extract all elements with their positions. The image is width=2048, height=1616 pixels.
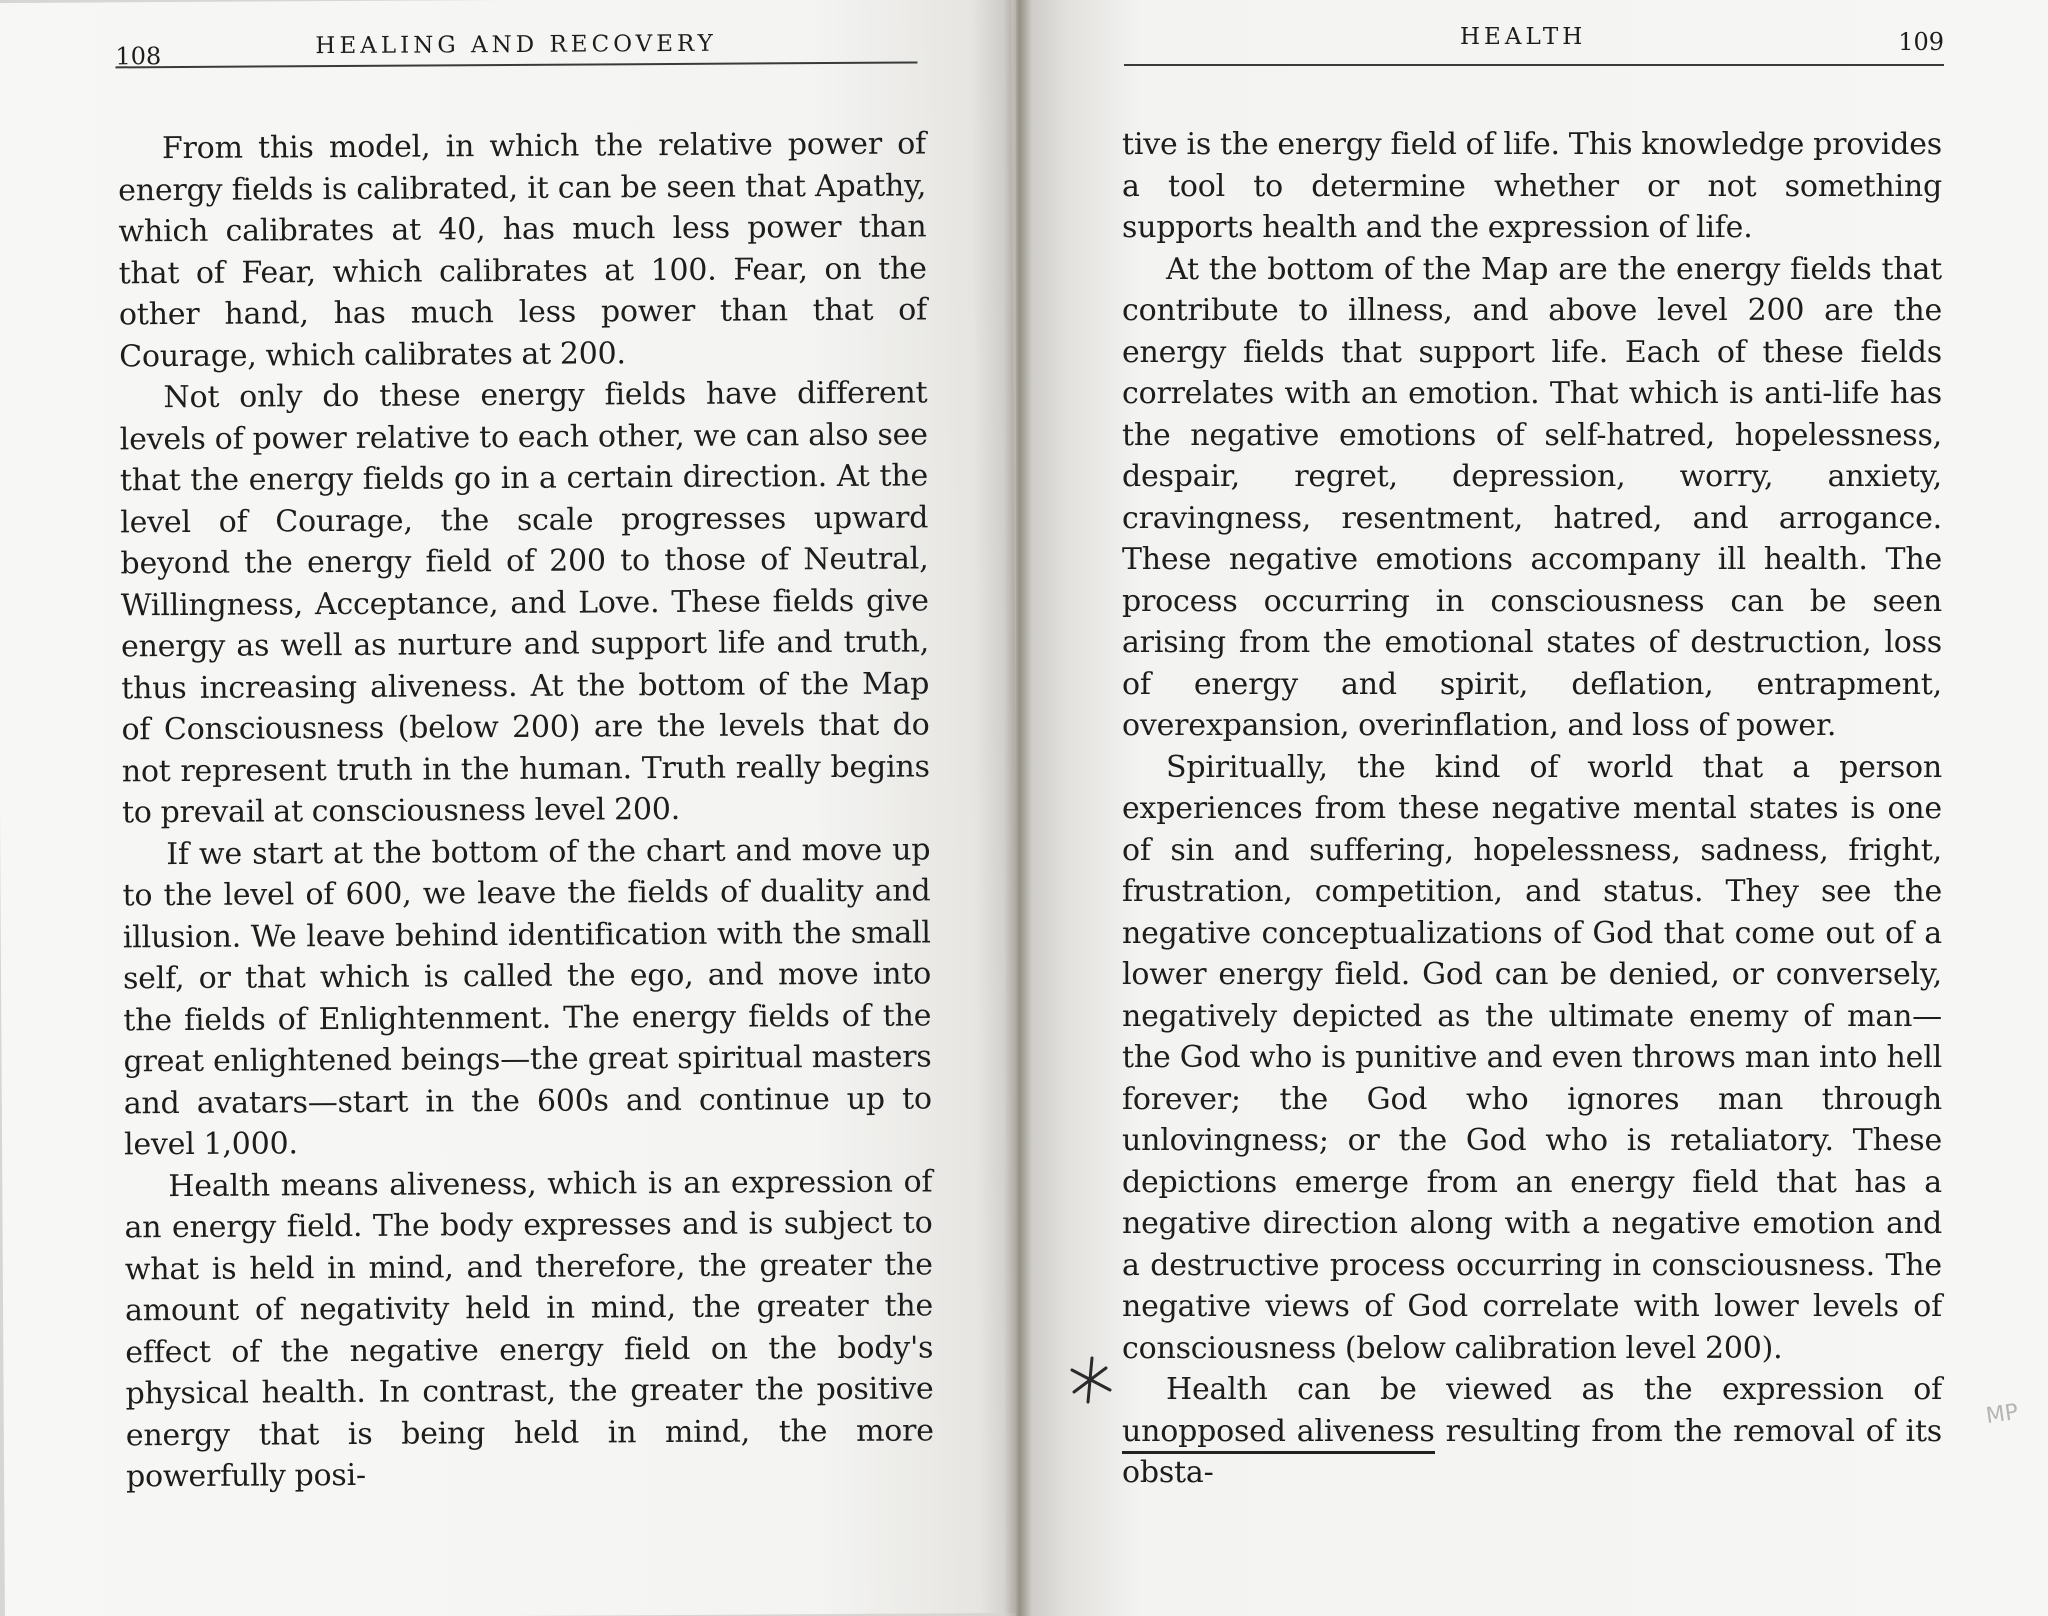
right-paragraph: At the bottom of the Map are the energy fields that contribute to illness, and above level 200 are the energy fields that support life. Each of these fields correlates with an emotion. That which is anti-life has the negative emotions of self-hatred, hopelessness, despair, regret, depression, worry, anxiety, cravingness, resentment, hatred, and arrogance. These negative emotions accompany ill health. The process occurring in consciousness can be seen arising from the emotional states of destruction, loss of energy and spirit, deflation, entrapment, overexpansion, overinflation, and loss of power. xyxy=(1122,251,1942,743)
right-running-head xyxy=(1124,24,1944,66)
left-paragraph: Health means aliveness, which is an expression of an energy field. The body expresses and is subject to what is held in mind, and therefore, the greater the amount of negativity held in mind, the greater the effect of the negative energy field on the body's physical health. In contrast, the greater the positive energy that is being held in mind, the more powerfully posi- xyxy=(124,1163,934,1495)
faint-margin-note: MP xyxy=(1984,1399,2020,1430)
left-running-head xyxy=(115,21,917,71)
underlined-phrase: unopposed aliveness xyxy=(1122,1414,1435,1454)
right-paragraph-last xyxy=(1122,1369,1942,1494)
left-running-head-title: HEALING AND RECOVERY xyxy=(315,30,717,60)
handwritten-asterisk-icon xyxy=(1062,1350,1122,1410)
right-body-text xyxy=(1122,124,1942,1494)
last-paragraph-lead: Health can be viewed as the expression of xyxy=(1166,1372,1942,1407)
right-page xyxy=(1016,0,2048,1616)
last-paragraph-tail: resulting from the removal of its obsta- xyxy=(1122,1413,1942,1490)
left-paragraph: If we start at the bottom of the chart and move up to the level of 600, we leave the fields of duality and illusion. We leave behind identification with the small self, or that which is called the ego, and move into the fields of Enlightenment. The energy fields of the great enlightened beings—the great spiritual masters and avatars—start in the 600s and continue up to level 1,000. xyxy=(122,831,932,1163)
left-paragraph: Not only do these energy fields have different levels of power relative to each other, we can also see that the energy fields go in a certain direction. At the level of Courage, the scale progresses upward beyond the energy field of 200 to those of Neutral, Willingness, Acceptance, and Love. These fields give energy as well as nurture and support life and truth, thus increasing aliveness. At the bottom of the Map of Consciousness (below 200) are the levels that do not represent truth in the human. Truth really begins to prevail at consciousness level 200. xyxy=(119,375,930,831)
book-gutter xyxy=(1004,0,1032,1616)
left-body-text xyxy=(118,123,934,1497)
right-paragraph-continued: tive is the energy field of life. This knowledge provides a tool to determine whether or not something supports health and the expression of life. xyxy=(1122,127,1942,245)
left-page xyxy=(0,0,1021,1616)
left-paragraph: From this model, in which the relative power of energy fields is calibrated, it can be seen that Apathy, which calibrates at 40, has much less power than that of Fear, which calibrates at 100. Fear, on the other hand, has much less power than that of Courage, which calibrates at 200. xyxy=(118,126,928,374)
right-paragraph: Spiritually, the kind of world that a person experiences from these negative mental states is one of sin and suffering, hopelessness, sadness, fright, frustration, competition, and status. They see the negative conceptualizations of God that come out of a lower energy field. God can be denied, or conversely, negatively depicted as the ultimate enemy of man—the God who is punitive and even throws man into hell forever; the God who ignores man through unlovingness; or the God who is retaliatory. These depictions emerge from an energy field that has a negative direction along with a negative emotion and a destructive process occurring in consciousness. The negative views of God correlate with lower levels of consciousness (below calibration level 200). xyxy=(1122,749,1942,1366)
left-page-number: 108 xyxy=(115,42,162,71)
right-running-head-title: HEALTH xyxy=(1460,24,1587,50)
right-page-number: 109 xyxy=(1898,28,1944,56)
